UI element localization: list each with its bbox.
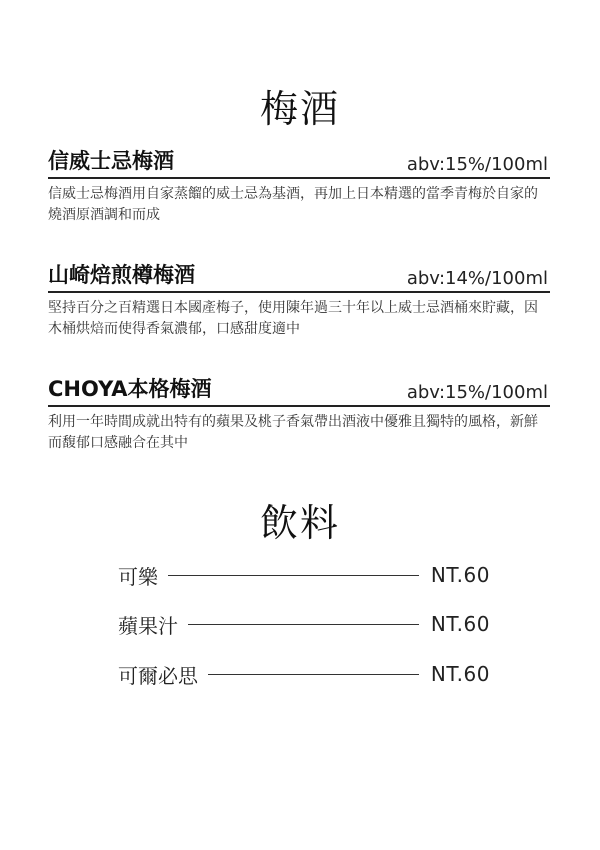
- plum-wine-item-abv: abv:14%/100ml: [406, 268, 548, 289]
- plum-wine-item-name: CHOYA本格梅酒: [48, 377, 212, 401]
- drink-item-name: 可爾必思: [118, 663, 198, 688]
- plum-wine-section-title: 梅酒: [259, 87, 340, 131]
- drink-item-name: 蘋果汁: [118, 613, 178, 638]
- drink-item-name: 可樂: [118, 564, 158, 589]
- plum-wine-item-name: 山崎焙煎樽梅酒: [48, 263, 195, 287]
- plum-wine-item-description: 堅持百分之百精選日本國產梅子，使用陳年過三十年以上威士忌酒桶來貯藏，因木桶烘焙而使得香氣濃郁，口感甜度適中: [48, 300, 538, 337]
- plum-wine-item-header: [48, 259, 550, 293]
- plum-wine-item-description: 利用一年時間成就出特有的蘋果及桃子香氣帶出酒液中優雅且獨特的風格，新鮮而馥郁口感融合在其中: [48, 414, 538, 451]
- plum-wine-item: [48, 145, 550, 226]
- plum-wine-item-abv: abv:15%/100ml: [406, 382, 548, 403]
- leader-line: [208, 674, 419, 675]
- plum-wine-item-description: 信威士忌梅酒用自家蒸餾的威士忌為基酒，再加上日本精選的當季青梅於自家的燒酒原酒調和而成: [48, 186, 538, 223]
- plum-wine-item: [48, 373, 550, 454]
- plum-wine-item-abv: abv:15%/100ml: [406, 154, 548, 175]
- plum-wine-item-header: [48, 373, 550, 407]
- drink-item: [118, 560, 490, 590]
- plum-wine-item-header: [48, 145, 550, 179]
- drink-item: [118, 659, 490, 689]
- drink-item-price: NT.60: [430, 563, 490, 587]
- leader-line: [188, 624, 419, 625]
- drink-item: [118, 609, 490, 639]
- leader-line: [168, 575, 419, 576]
- drink-item-price: NT.60: [430, 612, 490, 636]
- plum-wine-item-name: 信威士忌梅酒: [48, 149, 174, 173]
- plum-wine-item: [48, 259, 550, 340]
- drink-item-price: NT.60: [430, 662, 490, 686]
- drinks-section-title: 飲料: [259, 501, 340, 545]
